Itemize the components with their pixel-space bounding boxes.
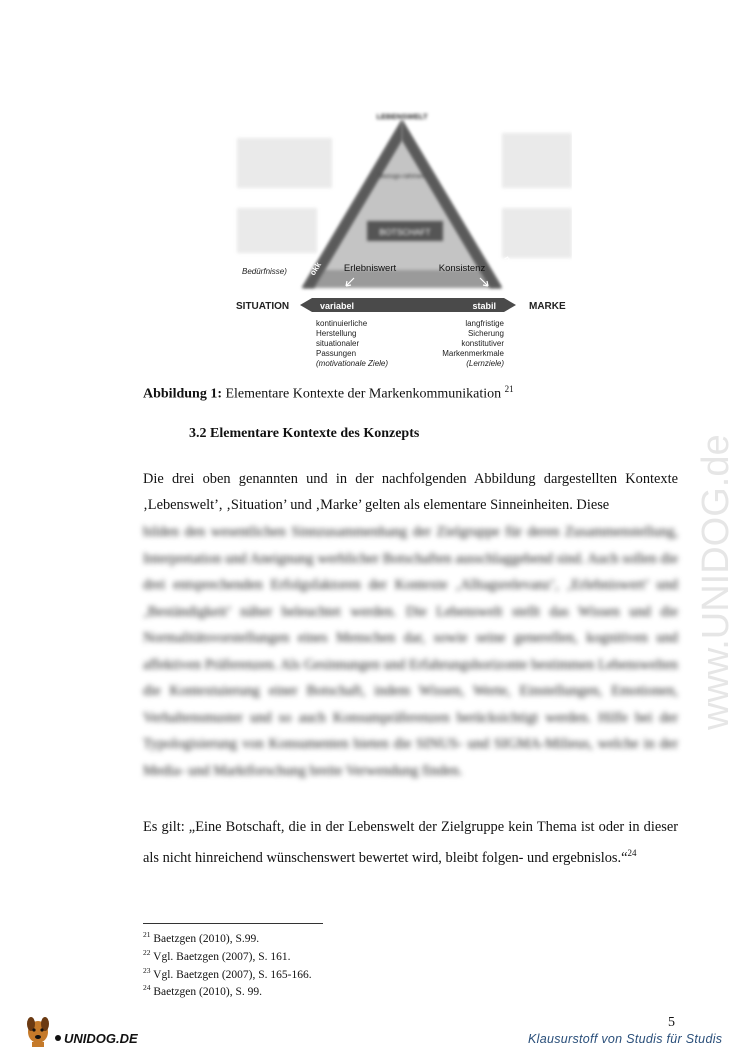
stabil-label: stabil — [472, 301, 496, 311]
footnote-number: 21 — [143, 930, 151, 939]
below-left-line: kontinuierliche — [316, 319, 368, 328]
below-right-line: Sicherung — [467, 329, 504, 338]
footnote-number: 23 — [143, 965, 151, 975]
dog-icon — [27, 1017, 49, 1047]
quote-footnote-ref: 24 — [627, 848, 637, 858]
below-left-line: situationaler — [316, 339, 360, 348]
footnote-text: Baetzgen (2010), S. 99. — [153, 986, 262, 999]
watermark — [690, 300, 740, 740]
footnote-number: 22 — [143, 947, 151, 957]
caption-text: Elementare Kontexte der Markenkommunikation — [221, 386, 502, 402]
diagram-figure — [232, 108, 572, 378]
erlebniswert-label: Erlebniswert — [343, 263, 397, 274]
footnote-text: Baetzgen (2010), S.99. — [153, 932, 260, 945]
below-right-text — [442, 319, 504, 368]
below-right-line: konstitutiver — [461, 339, 504, 348]
context-triangle-diagram — [232, 108, 572, 378]
situation-label: SITUATION — [236, 301, 290, 312]
paw-icon — [55, 1035, 61, 1041]
page-number: 5 — [668, 1015, 675, 1030]
caption-footnote-ref: 21 — [504, 384, 514, 394]
section-title: 3.2 Elementare Kontexte des Konzepts — [189, 426, 420, 441]
below-right-line: Markenmerkmale — [442, 349, 504, 358]
footnote-divider — [143, 923, 323, 924]
below-left-line: (motivationale Ziele) — [316, 359, 389, 368]
unidog-logo — [22, 1012, 152, 1050]
variabel-label: variabel — [320, 301, 355, 311]
quote-text: Es gilt: „Eine Botschaft, die in der Lebenswelt der Zielgruppe kein Thema ist oder in dieser als nicht hinreichend wünschenswert bewertet wird, bleibt folgen- und ergebnislos.“ — [143, 819, 678, 866]
below-left-text — [316, 319, 388, 368]
caption-label: Abbildung 1: — [143, 386, 222, 402]
below-right-line: langfristige — [465, 319, 504, 328]
left-side-tag: okk — [308, 260, 324, 278]
lebenswelt-label: LEBENSWELT — [376, 112, 428, 121]
right-side-tag: nen — [502, 254, 518, 272]
inner-triangle — [324, 138, 480, 270]
paragraph-quote — [143, 814, 678, 871]
footnote — [143, 964, 312, 982]
footer-tagline: Klausurstoff von Studis für Studis — [528, 1032, 723, 1046]
footnote — [143, 946, 312, 964]
paragraph-intro: Die drei oben genannten und in der nachfolgenden Abbildung dargestellten Kontexte ‚Lebenswelt’, ‚Situation’ und ‚Marke’ gelten als elementare Sinneinheiten. Diese — [143, 471, 678, 513]
marke-label: MARKE — [529, 301, 566, 312]
footnote — [143, 981, 312, 999]
bezugsrahmen-label: Bezugs-rahmen — [379, 173, 425, 180]
footnotes — [143, 928, 312, 999]
footnote-text: Vgl. Baetzgen (2007), S. 161. — [153, 950, 291, 963]
botschaft-label: BOTSCHAFT — [379, 227, 431, 237]
konsistenz-label: Konsistenz — [438, 263, 486, 274]
footnote-text: Vgl. Baetzgen (2007), S. 165-166. — [153, 968, 312, 981]
watermark-text: www.UNIDOG.de — [695, 434, 737, 730]
footnote — [143, 928, 312, 946]
below-left-line: Herstellung — [316, 329, 357, 338]
below-left-line: Passungen — [316, 349, 357, 358]
figure-caption — [143, 384, 514, 403]
footnote-number: 24 — [143, 983, 151, 993]
left-note-bottom: Bedürfnisse) — [242, 267, 287, 276]
below-right-line: (Lernziele) — [466, 359, 504, 368]
logo-text: UNIDOG.DE — [64, 1031, 138, 1046]
blurred-paragraph: bilden den wesentlichen Sinnzusammenhang der Zielgruppe für deren Zusammenstellung, Interpretation und Aneignung werblicher Botschaften ausschlaggebend sind. Auch sollen die drei entsprechenden Erfolgsfaktoren der Kontexte ‚Alltagsrelevanz’, ‚Erlebniswert’ und ‚Beständigkeit’ näher beleuchtet werden. Die Lebenswelt stellt das Wissen und die Normalitätsvorstellungen eines Menschen dar, sowie seine generellen, kognitiven und affektiven Präferenzen. Als Gesinnungen und Erfahrungshorizonte bestimmen Lebenswelten die Kontextuierung einer Botschaft, indem Wissen, Werte, Einstellungen, Emotionen, Verhaltensmuster und so auch Konsumpräferenzen berücksichtigt werden. Hilfe bei der Typologisierung von Konsumenten bieten die SINUS- und SIGMA-Milieus, welche in der Media- und Marktforschung breite Verwendung finden. — [143, 524, 678, 779]
